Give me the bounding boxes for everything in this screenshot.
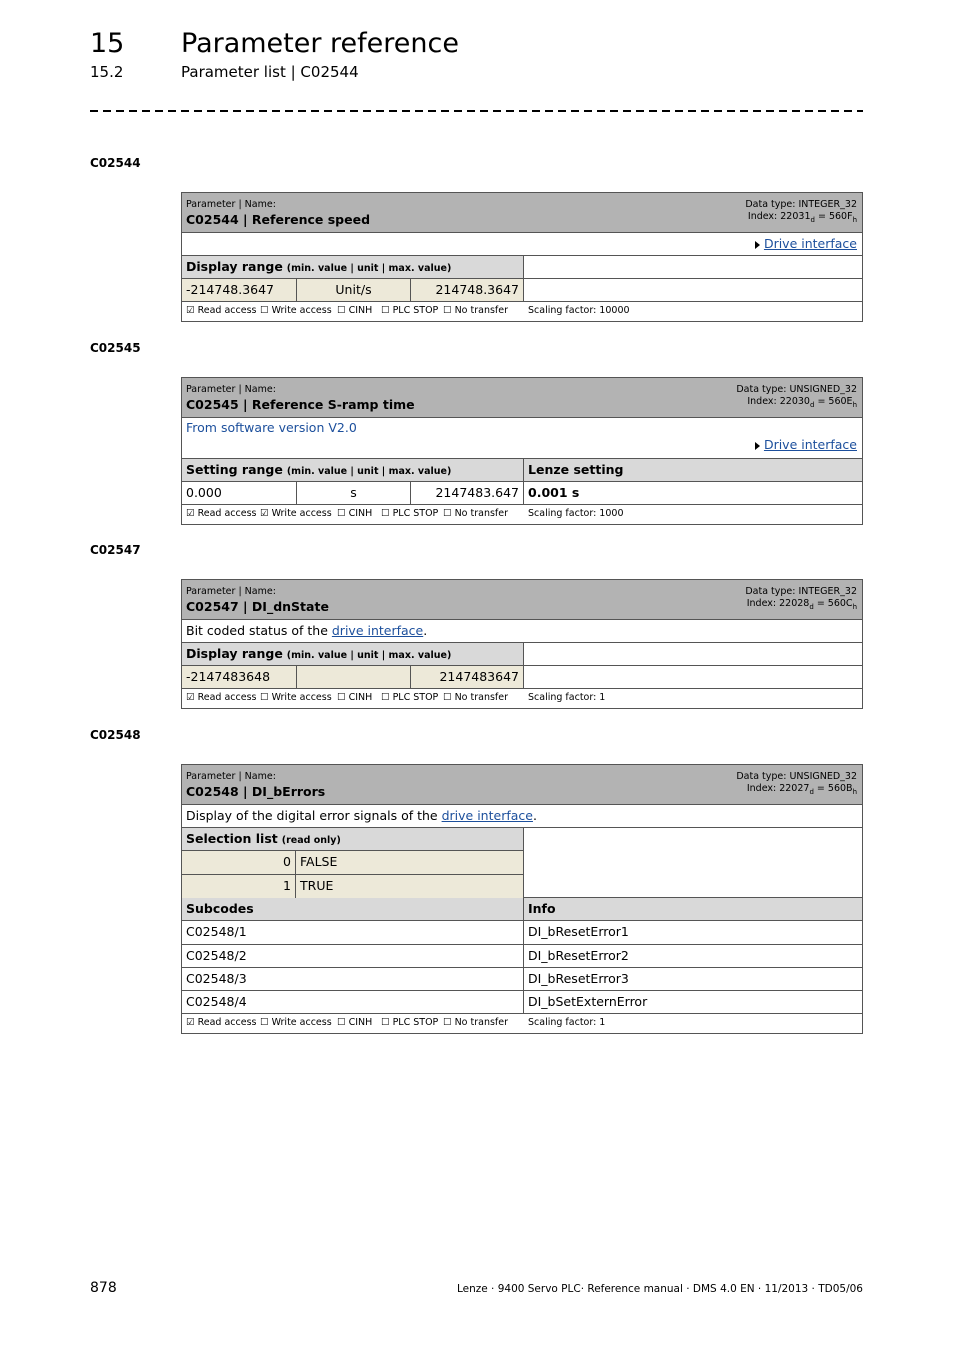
description-row [182,805,862,828]
selection-value: 1 [182,875,296,898]
index: Index: $22028_d = 560C_h$ [746,598,857,611]
read-access-flag: ☑ Read access [186,305,257,316]
subcode: C02548/4 [186,994,247,1009]
description: Display of the digital error signals of the drive interface. [186,808,537,823]
param-name: C02545 | Reference S-ramp time [186,397,415,412]
read-access-flag: ☑ Read access [186,1017,257,1028]
plc-stop-flag: ☐ PLC STOP [381,305,439,316]
param-name: C02548 | DI_bErrors [186,784,326,799]
selection-text: FALSE [300,854,338,869]
section-title: Parameter list | C02544 [181,63,359,81]
plc-stop-flag: ☐ PLC STOP [381,692,439,703]
table-header [182,765,862,805]
parameter-table-c02544 [181,192,863,322]
flags-row [182,302,862,321]
subcodes-header-row [182,898,862,921]
param-label: Parameter | Name: [186,199,276,210]
subcode-info: DI_bSetExternError [523,991,862,1013]
range-values-row [182,666,862,689]
no-transfer-flag: ☐ No transfer [443,508,509,519]
subcode-info: DI_bResetError1 [523,921,862,944]
link-row [182,233,862,256]
index: Index: $22030_d = 560E_h$ [747,396,857,409]
section-heading-c02548: C02548 [90,728,141,742]
scaling-factor: Scaling factor: 1 [528,692,606,703]
flags-row [182,689,862,708]
section-heading-c02547: C02547 [90,543,141,557]
document-info: Lenze · 9400 Servo PLC· Reference manual · DMS 4.0 EN · 11/2013 · TD05/06 [456,1283,863,1295]
section-heading-c02544: C02544 [90,156,141,170]
scaling-factor: Scaling factor: 1 [528,1017,606,1028]
data-type: Data type: UNSIGNED_32 [736,771,857,782]
table-header [182,193,862,233]
scaling-factor: Scaling factor: 10000 [528,305,630,316]
write-access-flag: ☑ Write access [260,508,332,519]
min-value: 0.000 [186,485,222,500]
table-header [182,378,862,418]
unit-value: s [296,482,410,504]
selection-title-cell: Selection list (read only) [182,828,523,851]
write-access-flag: ☐ Write access [260,692,332,703]
param-name: C02544 | Reference speed [186,212,371,227]
parameter-table-c02548 [181,764,863,1034]
selection-item [182,851,523,875]
selection-text: TRUE [300,878,334,893]
max-value: 2147483647 [410,666,523,688]
max-value: 2147483.647 [410,482,523,504]
param-label: Parameter | Name: [186,771,276,782]
range-title-cell: Display range (min. value | unit | max. value) [182,256,523,278]
range-values-row [182,482,862,505]
read-access-flag: ☑ Read access [186,508,257,519]
empty-cell [523,642,862,688]
unit-value [296,666,410,688]
arrow-right-icon [755,442,760,450]
flags-row [182,505,862,524]
description: Bit coded status of the drive interface. [186,623,428,638]
scaling-factor: Scaling factor: 1000 [528,508,624,519]
software-version-note: From software version V2.0 [186,420,357,435]
range-header-row [182,459,862,482]
table-row [182,968,862,991]
table-row [182,921,862,945]
range-title-cell: Display range (min. value | unit | max. value) [182,643,523,665]
table-row [182,945,862,968]
selection-value: 0 [182,851,296,874]
data-type: Data type: INTEGER_32 [745,586,857,597]
index: Index: $22031_d = 560F_h$ [747,211,857,224]
arrow-right-icon [755,241,760,249]
data-type: Data type: UNSIGNED_32 [736,384,857,395]
index: Index: $22027_d = 560B_h$ [746,783,857,796]
cinh-flag: ☐ CINH [337,1017,373,1028]
header-divider [90,110,863,112]
no-transfer-flag: ☐ No transfer [443,692,509,703]
empty-cell [523,828,862,897]
flags-row [182,1014,862,1033]
write-access-flag: ☐ Write access [260,1017,332,1028]
param-label: Parameter | Name: [186,586,276,597]
chapter-number: 15 [90,28,125,59]
section-heading-c02545: C02545 [90,341,141,355]
section-number: 15.2 [90,63,124,81]
lenze-setting-value: 0.001 s [523,482,862,504]
description-row [182,620,862,643]
version-link-row [182,418,862,459]
parameter-table-c02547 [181,579,863,709]
max-value: 214748.3647 [410,279,523,301]
cinh-flag: ☐ CINH [337,692,373,703]
info-header: Info [523,898,862,920]
subcodes-header: Subcodes [182,898,523,920]
param-label: Parameter | Name: [186,384,276,395]
drive-interface-link[interactable]: Drive interface [755,236,857,251]
data-type: Data type: INTEGER_32 [745,199,857,210]
min-value: -2147483648 [182,666,296,688]
parameter-table-c02545 [181,377,863,525]
range-values-row [182,279,862,302]
lenze-setting-title: Lenze setting [523,459,862,481]
chapter-title: Parameter reference [181,28,459,59]
subcode: C02548/1 [186,924,247,939]
table-header [182,580,862,620]
drive-interface-link[interactable]: drive interface [331,623,424,638]
plc-stop-flag: ☐ PLC STOP [381,1017,439,1028]
subcode: C02548/3 [186,971,247,986]
range-title-cell: Setting range (min. value | unit | max. value) [182,459,523,481]
write-access-flag: ☐ Write access [260,305,332,316]
unit-value: Unit/s [296,279,410,301]
table-row [182,991,862,1014]
no-transfer-flag: ☐ No transfer [443,305,509,316]
min-value: -214748.3647 [182,279,296,301]
page-number: 878 [90,1280,117,1296]
subcode-info: DI_bResetError3 [523,968,862,990]
drive-interface-link[interactable]: Drive interface [755,437,857,452]
subcode: C02548/2 [186,948,247,963]
read-access-flag: ☑ Read access [186,692,257,703]
cinh-flag: ☐ CINH [337,305,373,316]
drive-interface-link[interactable]: drive interface [441,808,533,823]
subcode-info: DI_bResetError2 [523,945,862,967]
selection-item [182,875,523,898]
empty-cell [523,255,862,301]
plc-stop-flag: ☐ PLC STOP [381,508,439,519]
cinh-flag: ☐ CINH [337,508,373,519]
no-transfer-flag: ☐ No transfer [443,1017,509,1028]
param-name: C02547 | DI_dnState [186,599,329,614]
selection-block [182,828,862,898]
